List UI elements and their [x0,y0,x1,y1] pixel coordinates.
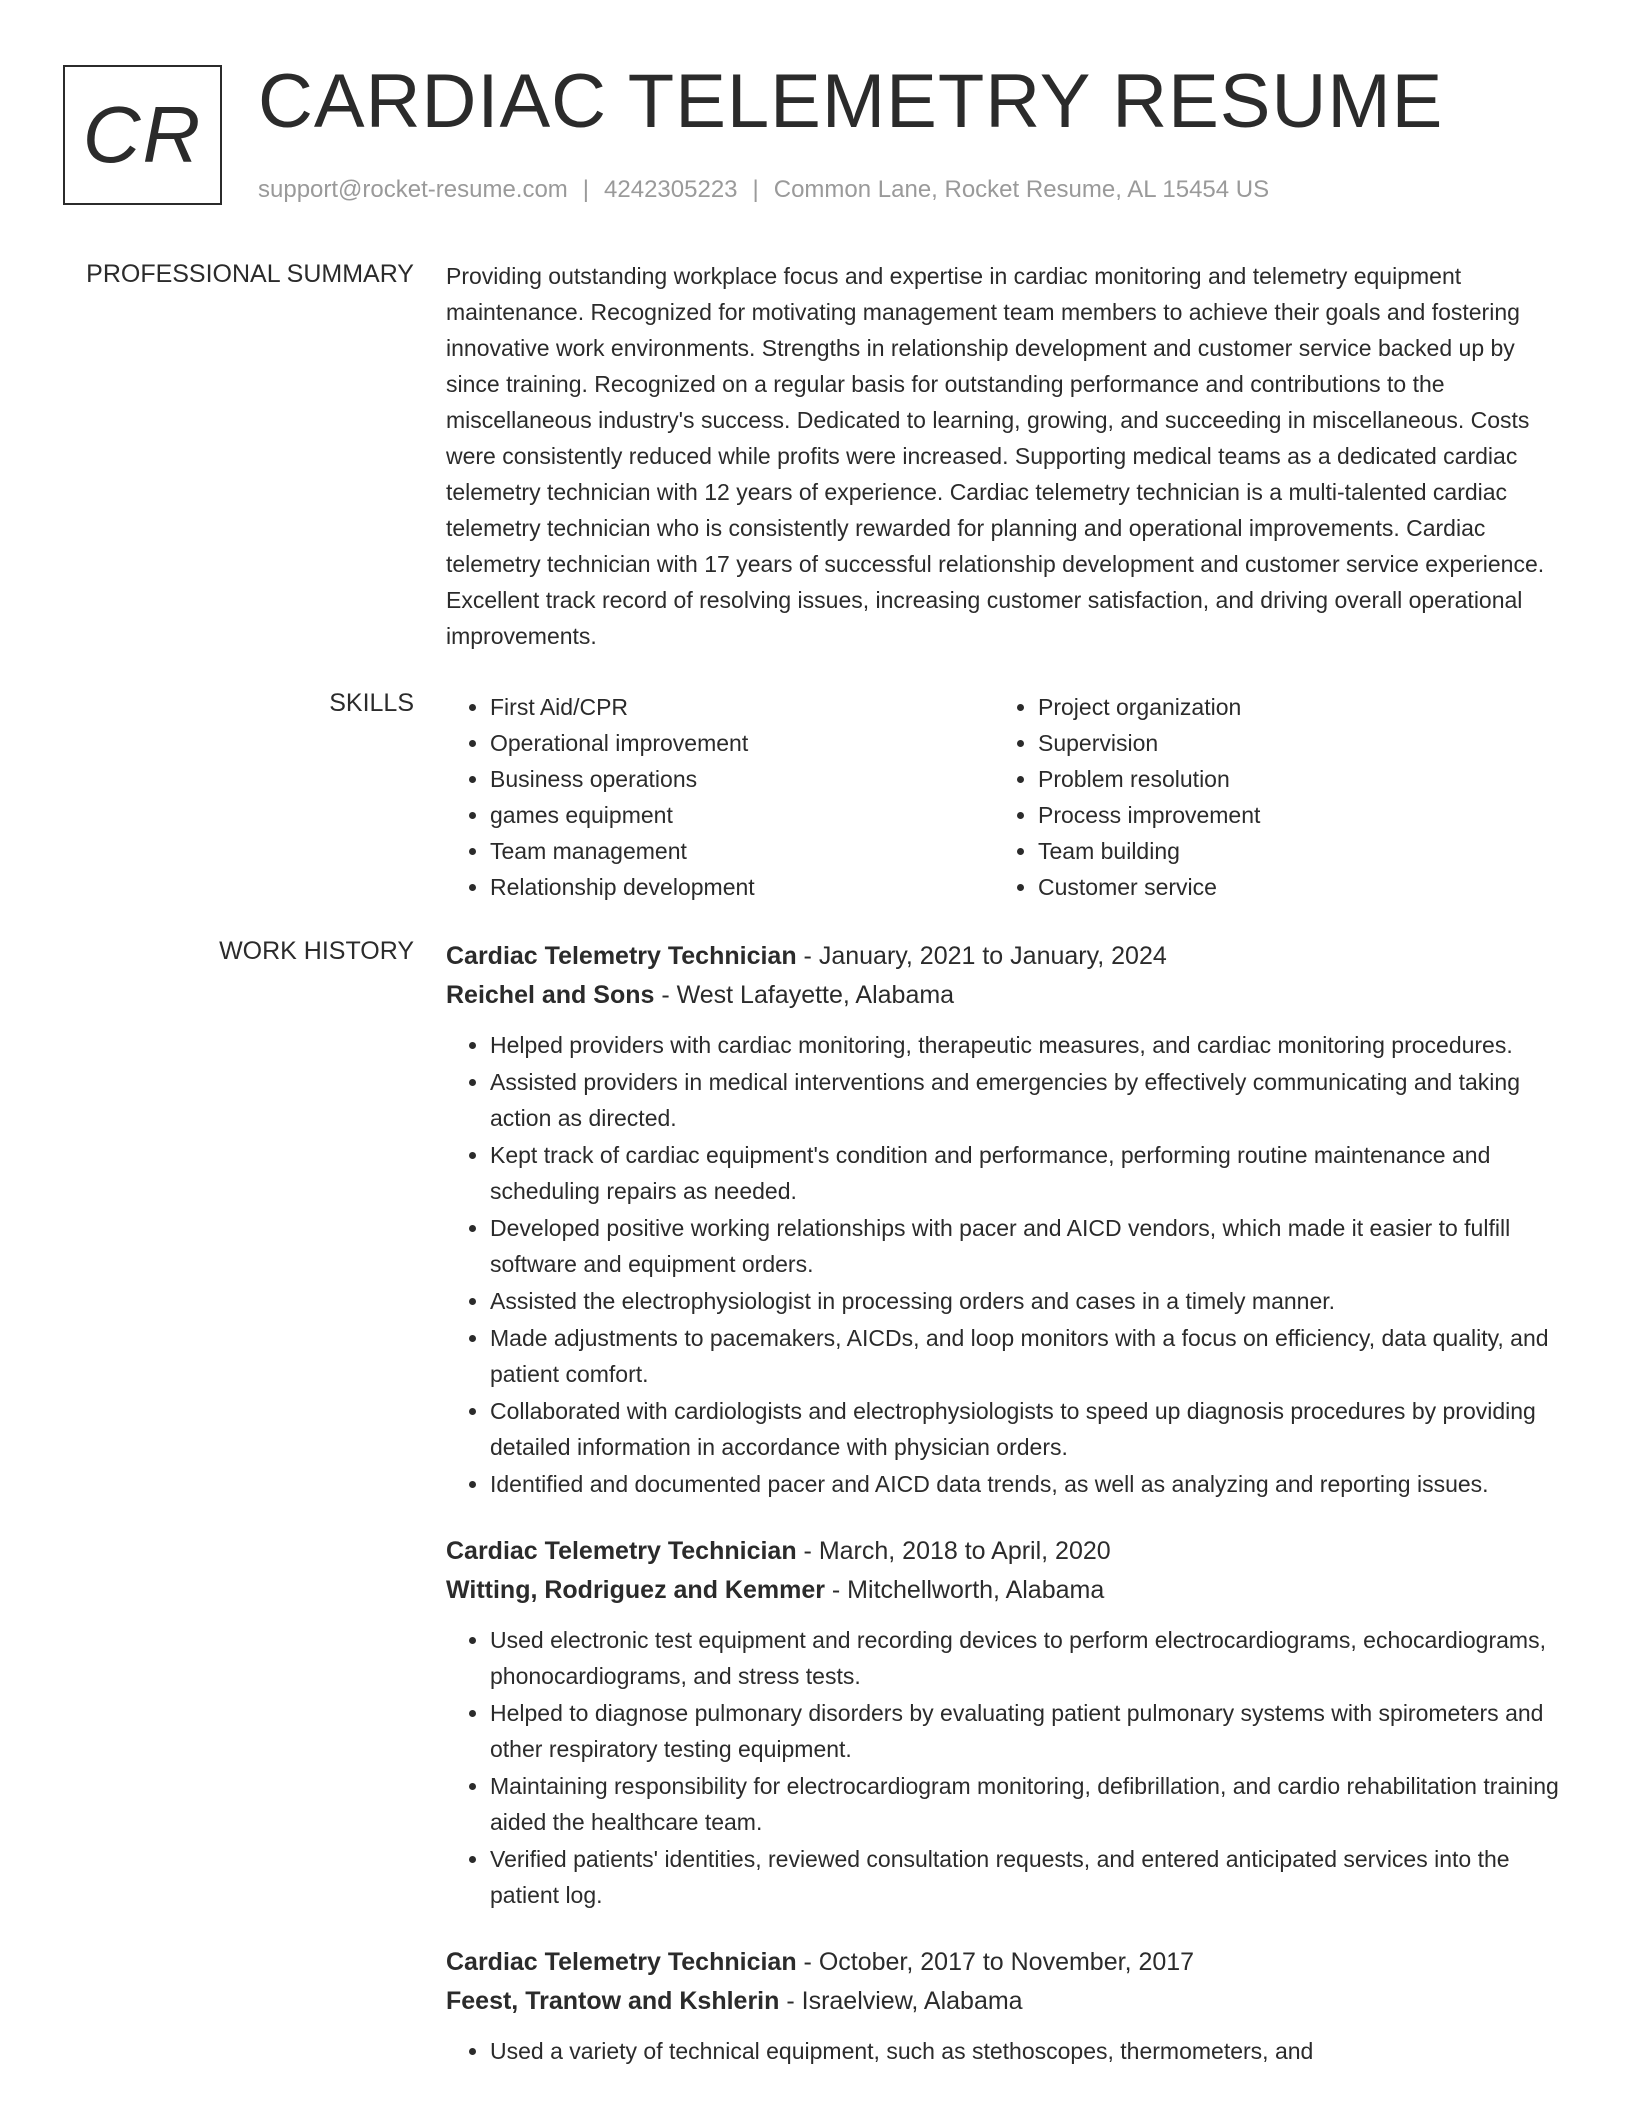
contact-line [258,176,1269,204]
skill-item: • Team management [490,833,994,869]
job-bullets [446,2033,1566,2069]
skills-list-right [994,689,1542,905]
job-bullet: • Assisted the electrophysiologist in processing orders and cases in a timely manner. [490,1283,1566,1319]
skill-item: • Team building [1038,833,1542,869]
job-title-line [446,1943,1566,1982]
job-entry [446,1532,1566,1913]
skill-item: • Process improvement [1038,797,1542,833]
job-dates: - January, 2021 to January, 2024 [796,942,1167,970]
job-entry [446,1943,1566,2069]
job-dates: - October, 2017 to November, 2017 [796,1948,1195,1976]
job-bullet: • Maintaining responsibility for electrocardiogram monitoring, defibrillation, and cardio rehabilitation training aided the healthcare team. [490,1768,1566,1840]
job-bullet: • Helped to diagnose pulmonary disorders by evaluating patient pulmonary systems with spirometers and other respiratory testing equipment. [490,1695,1566,1767]
work-history-label: WORK HISTORY [219,937,414,965]
skills-list-left [446,689,994,905]
skills-lists [446,689,1566,905]
job-title: Cardiac Telemetry Technician [446,942,797,970]
work-history-body [446,937,1566,2099]
skill-item: • Business operations [490,761,994,797]
contact-email: support@rocket-resume.com [258,176,568,203]
job-bullets [446,1027,1566,1502]
job-bullet: • Helped providers with cardiac monitoring, therapeutic measures, and cardiac monitoring procedures. [490,1027,1566,1063]
contact-phone: 4242305223 [604,176,738,203]
summary-body [446,258,1566,654]
contact-separator: | [582,176,590,203]
job-bullet: • Used electronic test equipment and recording devices to perform electrocardiograms, echocardiograms, phonocardiograms, and stress tests. [490,1622,1566,1694]
job-bullet: • Used a variety of technical equipment, such as stethoscopes, thermometers, and [490,2033,1566,2069]
job-location: - Mitchellworth, Alabama [824,1576,1105,1604]
skill-item: • Customer service [1038,869,1542,905]
job-location: - Israelview, Alabama [779,1987,1023,2015]
job-entry [446,937,1566,1502]
job-title: Cardiac Telemetry Technician [446,1948,797,1976]
monogram: CR [63,65,222,205]
job-company: Witting, Rodriguez and Kemmer [446,1576,825,1604]
job-bullet: • Assisted providers in medical interventions and emergencies by effectively communicating and taking action as directed. [490,1064,1566,1136]
contact-address: Common Lane, Rocket Resume, AL 15454 US [773,176,1270,203]
job-bullet: • Made adjustments to pacemakers, AICDs, and loop monitors with a focus on efficiency, data quality, and patient comfort. [490,1320,1566,1392]
skill-item: • Project organization [1038,689,1542,725]
skill-item: • First Aid/CPR [490,689,994,725]
job-bullet: • Developed positive working relationships with pacer and AICD vendors, which made it easier to fulfill software and equipment orders. [490,1210,1566,1282]
job-bullet: • Verified patients' identities, reviewed consultation requests, and entered anticipated services into the patient log. [490,1841,1566,1913]
job-bullet: • Identified and documented pacer and AICD data trends, as well as analyzing and reporting issues. [490,1466,1566,1502]
contact-separator: | [752,176,759,203]
job-dates: - March, 2018 to April, 2020 [796,1537,1111,1565]
skill-item: • Problem resolution [1038,761,1542,797]
job-location: - West Lafayette, Alabama [654,981,955,1009]
skills-label: SKILLS [329,689,414,717]
job-title-line [446,937,1566,976]
job-company-line [446,1982,1566,2021]
job-title: Cardiac Telemetry Technician [446,1537,797,1565]
resume-title: CARDIAC TELEMETRY RESUME [258,59,1444,144]
skill-item: • Supervision [1038,725,1542,761]
job-company: Reichel and Sons [446,981,655,1009]
job-company-line [446,1571,1566,1610]
skill-item: • Operational improvement [490,725,994,761]
skill-item: • Relationship development [490,869,994,905]
summary-text: Providing outstanding workplace focus and expertise in cardiac monitoring and telemetry equipment maintenance. Recognized for motivating management team members to achieve their goals and fostering innovative work environments. Strengths in relationship development and customer service backed up by since training. Recognized on a regular basis for outstanding performance and contributions to the miscellaneous industry's success. Dedicated to learning, growing, and succeeding in miscellaneous. Costs were consistently reduced while profits were increased. Supporting medical teams as a dedicated cardiac telemetry technician with 12 years of experience. Cardiac telemetry technician is a multi-talented cardiac telemetry technician who is consistently rewarded for planning and operational improvements. Cardiac telemetry technician with 17 years of successful relationship development and customer service experience. Excellent track record of resolving issues, increasing customer satisfaction, and driving overall operational improvements. [446,263,1545,649]
summary-label: PROFESSIONAL SUMMARY [86,260,414,288]
skill-item: • games equipment [490,797,994,833]
job-company-line [446,976,1566,1015]
job-title-line [446,1532,1566,1571]
job-bullets [446,1622,1566,1913]
job-bullet: • Collaborated with cardiologists and electrophysiologists to speed up diagnosis procedures by providing detailed information in accordance with physician orders. [490,1393,1566,1465]
job-company: Feest, Trantow and Kshlerin [446,1987,780,2015]
job-bullet: • Kept track of cardiac equipment's condition and performance, performing routine maintenance and scheduling repairs as needed. [490,1137,1566,1209]
